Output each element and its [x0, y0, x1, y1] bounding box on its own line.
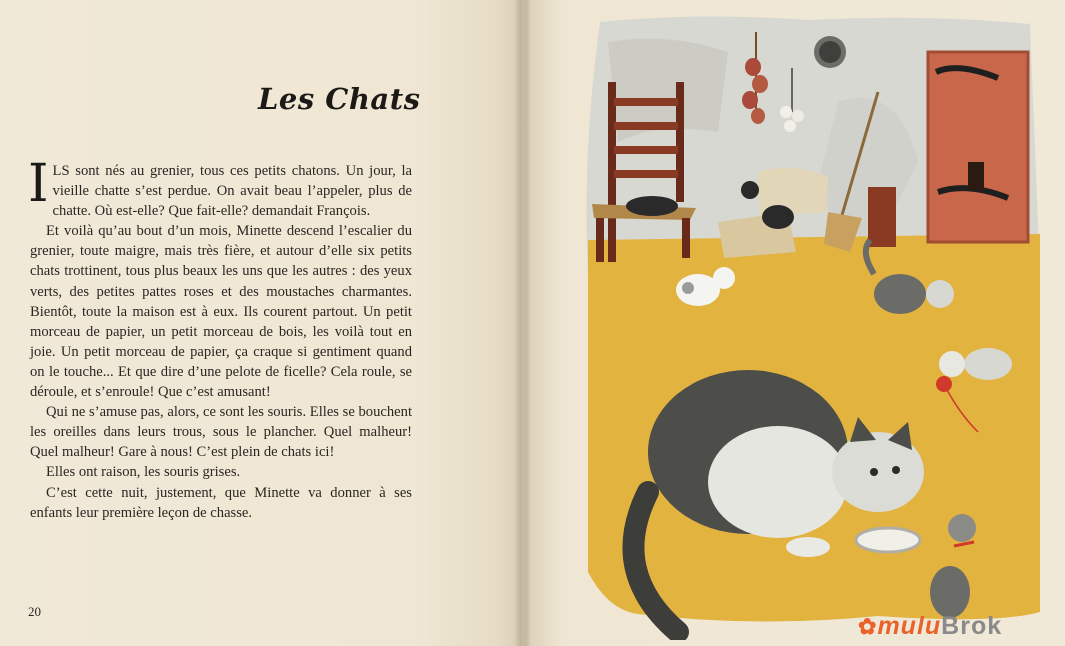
watermark-brok: Brok	[941, 612, 1003, 640]
paragraph-2: Et voilà qu’au bout d’un mois, Minette descend l’escalier du grenier, toute maigre, mais très fière, et autour d’elle six petits chats trottinent, tous plus beaux les uns que les autres : des yeux verts, des petites pattes roses et des moustaches charmantes. Bientôt, toute la maison est à eux. Ils courent partout. Un petit morceau de papier, un petit morceau de bois, les voilà tout en joie. Un petit morceau de papier, ça craque si gentiment quand on le touche... Et que dire d’une pelote de ficelle? Cela roule, se déroule, et s’enroule! Que c’est amusant!	[30, 223, 412, 401]
story-text	[28, 154, 412, 523]
watermark	[858, 612, 1002, 641]
milk-bowl	[856, 528, 920, 552]
door	[928, 52, 1028, 242]
paragraph-3: Qui ne s’amuse pas, alors, ce sont les souris. Elles se bouchent les oreilles dans leurs trous, sous le plancher. Quel malheur! Quel malheur! Gare à nous! C’est plein de chats ici!	[30, 404, 412, 461]
chapter-title: Les Chats	[258, 82, 421, 116]
watermark-mulu: mulu	[877, 612, 942, 640]
flower-icon: ✿	[858, 614, 878, 639]
cats-illustration	[578, 12, 1053, 640]
paragraph-1-text: LS sont nés au grenier, tous ces petits chatons. Un jour, la vieille chatte s’est perdue. On avait beau l’appeler, plus de chatte. Où est-elle? Que fait-elle? demandait François.	[52, 163, 412, 220]
paragraph-4: Elles ont raison, les souris grises.	[46, 464, 241, 481]
drop-cap: I	[28, 154, 49, 214]
paragraph-1	[28, 154, 412, 221]
left-page	[0, 0, 522, 646]
page-number: 20	[28, 604, 41, 619]
paragraph-5: C’est cette nuit, justement, que Minette va donner à ses enfants leur première leçon de chasse.	[30, 484, 412, 521]
